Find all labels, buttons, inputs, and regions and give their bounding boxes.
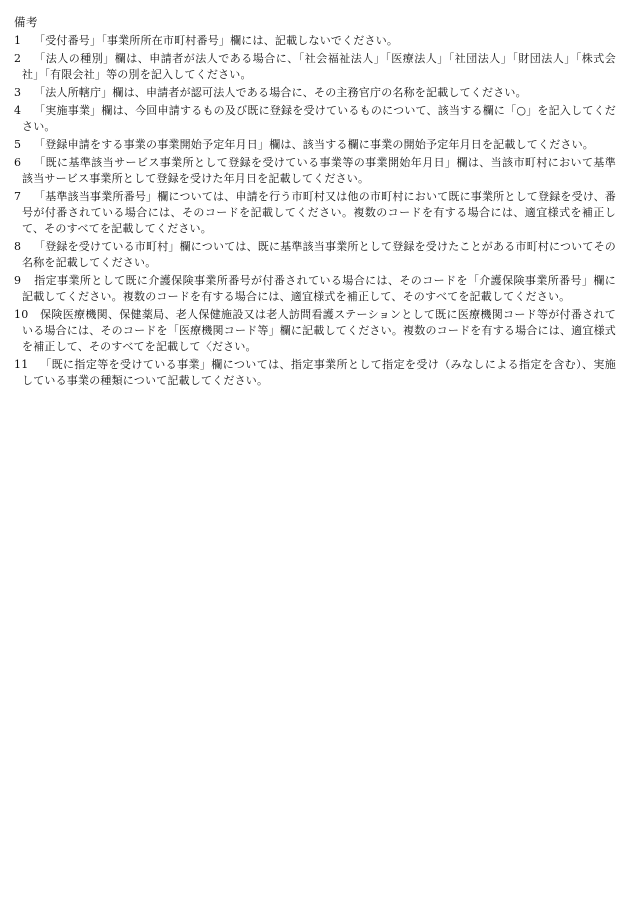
remark-item-8: [14, 239, 616, 271]
remarks-list: [14, 33, 616, 389]
remark-text: 「既に指定等を受けている事業」欄については、指定事業所として指定を受け（みなしによる指定を含む）、実施している事業の種類について記載してください。: [22, 358, 616, 387]
remark-number: 10: [14, 308, 29, 321]
remarks-heading: 備考: [14, 15, 38, 29]
remark-number: 8: [14, 240, 22, 253]
remark-item-2: [14, 51, 616, 83]
remark-item-4: [14, 103, 616, 135]
remark-number: 4: [14, 104, 22, 117]
remark-text: 「実施事業」欄は、今回申請するもの及び既に登録を受けているものについて、該当する欄に「○」を記入してください。: [22, 104, 616, 133]
remark-number: 6: [14, 156, 22, 169]
remark-number: 7: [14, 190, 22, 203]
remark-text: 「法人の種別」欄は、申請者が法人である場合に、「社会福祉法人」「医療法人」「社団法人」「財団法人」「株式会社」「有限会社」等の別を記入してください。: [22, 52, 616, 81]
remark-number: 5: [14, 138, 22, 151]
remark-text: 保険医療機関、保健薬局、老人保健施設又は老人訪問看護ステーションとして既に医療機関コード等が付番されている場合には、そのコードを「医療機関コード等」欄に記載してください。複数のコードを有する場合には、適宜様式を補正して、そのすべてを記載して〈ださい。: [22, 308, 616, 353]
remark-text: 「法人所轄庁」欄は、申請者が認可法人である場合に、その主務官庁の名称を記載してください。: [34, 86, 527, 99]
remark-number: 11: [14, 358, 29, 371]
remark-item-3: [14, 85, 616, 101]
remark-item-7: [14, 189, 616, 237]
remark-number: 1: [14, 34, 22, 47]
remark-item-9: [14, 273, 616, 305]
remark-item-11: [14, 357, 616, 389]
remark-item-5: [14, 137, 616, 153]
remark-number: 3: [14, 86, 22, 99]
remark-text: 指定事業所として既に介護保険事業所番号が付番されている場合には、そのコードを「介護保険事業所番号」欄に記載してください。複数のコードを有する場合には、適宜様式を補正して、そのすべてを記載してください。: [22, 274, 616, 303]
remark-item-1: [14, 33, 616, 49]
remark-number: 2: [14, 52, 22, 65]
remark-text: 「登録を受けている市町村」欄については、既に基準該当事業所として登録を受けたことがある市町村についてその名称を記載してください。: [22, 240, 616, 269]
remark-text: 「登録申請をする事業の事業開始予定年月日」欄は、該当する欄に事業の開始予定年月日を記載してください。: [34, 138, 594, 151]
remark-text: 「基準該当事業所番号」欄については、申請を行う市町村又は他の市町村において既に事業所として登録を受け、番号が付番されている場合には、そのコードを記載してください。複数のコードを有する場合には、適宜様式を補正して、そのすべてを記載してください。: [22, 190, 616, 235]
remark-number: 9: [14, 274, 22, 287]
remark-item-6: [14, 155, 616, 187]
remark-text: 「受付番号」「事業所所在市町村番号」欄には、記載しないでください。: [34, 34, 399, 47]
remark-item-10: [14, 307, 616, 355]
remark-text: 「既に基準該当サービス事業所として登録を受けている事業等の事業開始年月日」欄は、当該市町村において基準該当サービス事業所として登録を受けた年月日を記載してください。: [22, 156, 616, 185]
